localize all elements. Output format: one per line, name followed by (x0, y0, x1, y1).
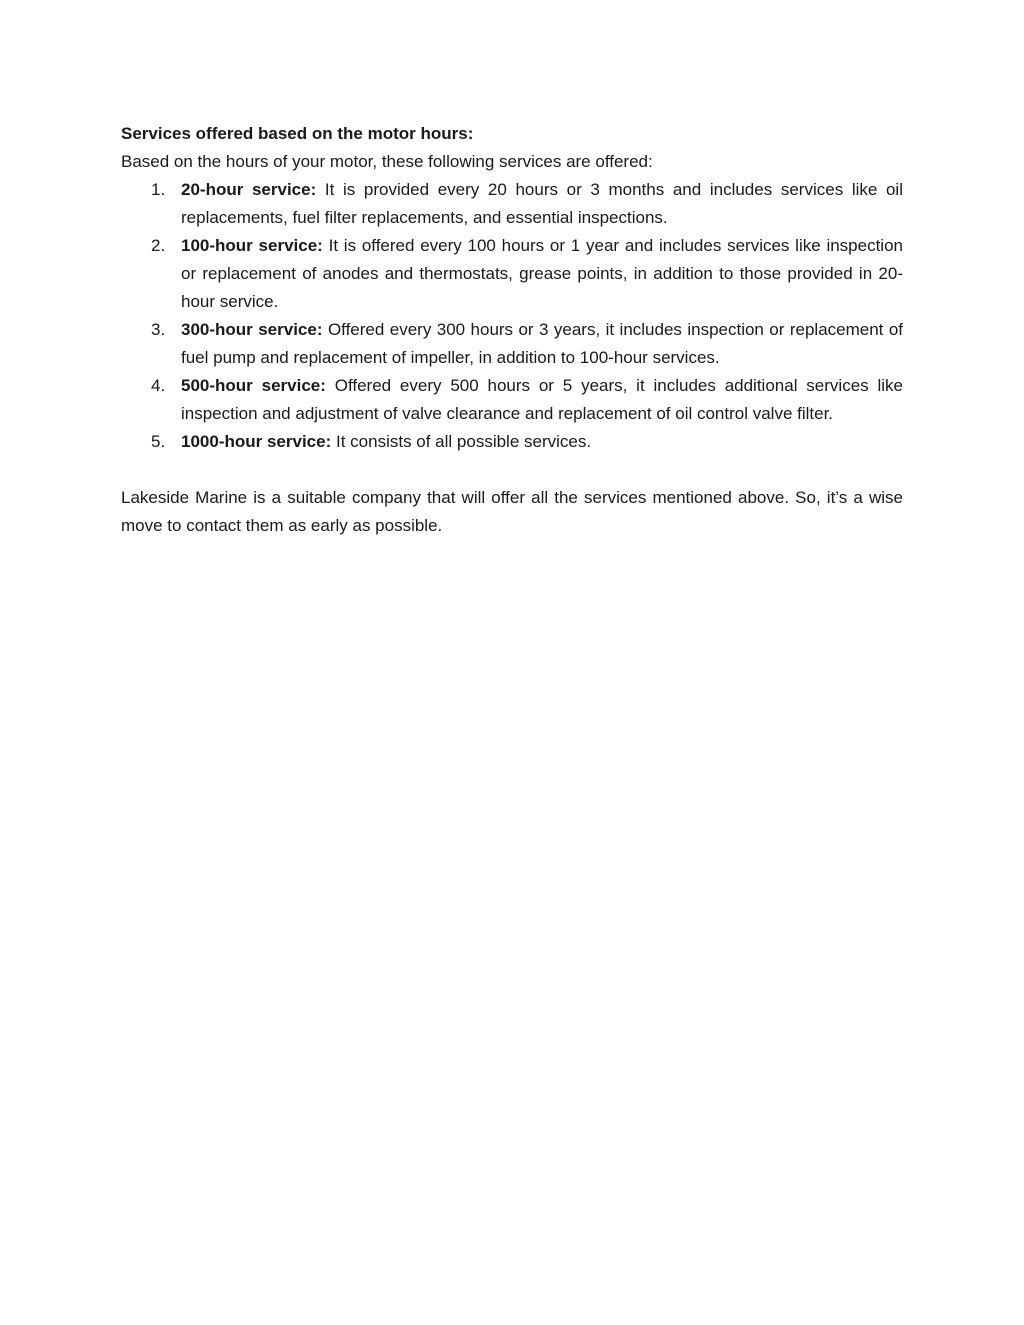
list-item-text: It consists of all possible services. (335, 432, 592, 451)
list-item-title: 100-hour service: (181, 236, 323, 255)
list-item-number: 1. (151, 180, 166, 199)
list-item (121, 316, 903, 372)
list-item-title: 1000-hour service: (181, 432, 332, 451)
list-item-number: 3. (151, 320, 166, 339)
document-page (121, 120, 903, 540)
list-item-title: 500-hour service: (181, 376, 326, 395)
list-item-title: 300-hour service: (181, 320, 323, 339)
list-item-number: 2. (151, 236, 166, 255)
list-item-number: 5. (151, 432, 166, 451)
section-heading: Services offered based on the motor hours: (121, 124, 474, 143)
list-item (121, 428, 903, 456)
closing-paragraph: Lakeside Marine is a suitable company that will offer all the services mentioned above. So, it’s a wise move to contact them as early as possible. (121, 488, 903, 535)
list-item-text: Offered every 300 hours or 3 years, it includes inspection or replacement of fuel pump and replacement of impeller, in addition to 100-hour services. (181, 320, 904, 367)
list-item-number: 4. (151, 376, 166, 395)
list-item-title: 20-hour service: (181, 180, 317, 199)
list-item-text: It is offered every 100 hours or 1 year and includes services like inspection or replacement of anodes and thermostats, grease points, in addition to those provided in 20-hour service. (181, 236, 903, 311)
list-item (121, 176, 903, 232)
service-list (121, 176, 903, 456)
intro-paragraph: Based on the hours of your motor, these following services are offered: (121, 152, 653, 171)
list-item (121, 232, 903, 316)
list-item (121, 372, 903, 428)
list-item-text: Offered every 500 hours or 5 years, it includes additional services like inspection and adjustment of valve clearance and replacement of oil control valve filter. (181, 376, 903, 423)
list-item-text: It is provided every 20 hours or 3 months and includes services like oil replacements, fuel filter replacements, and essential inspections. (181, 180, 903, 227)
